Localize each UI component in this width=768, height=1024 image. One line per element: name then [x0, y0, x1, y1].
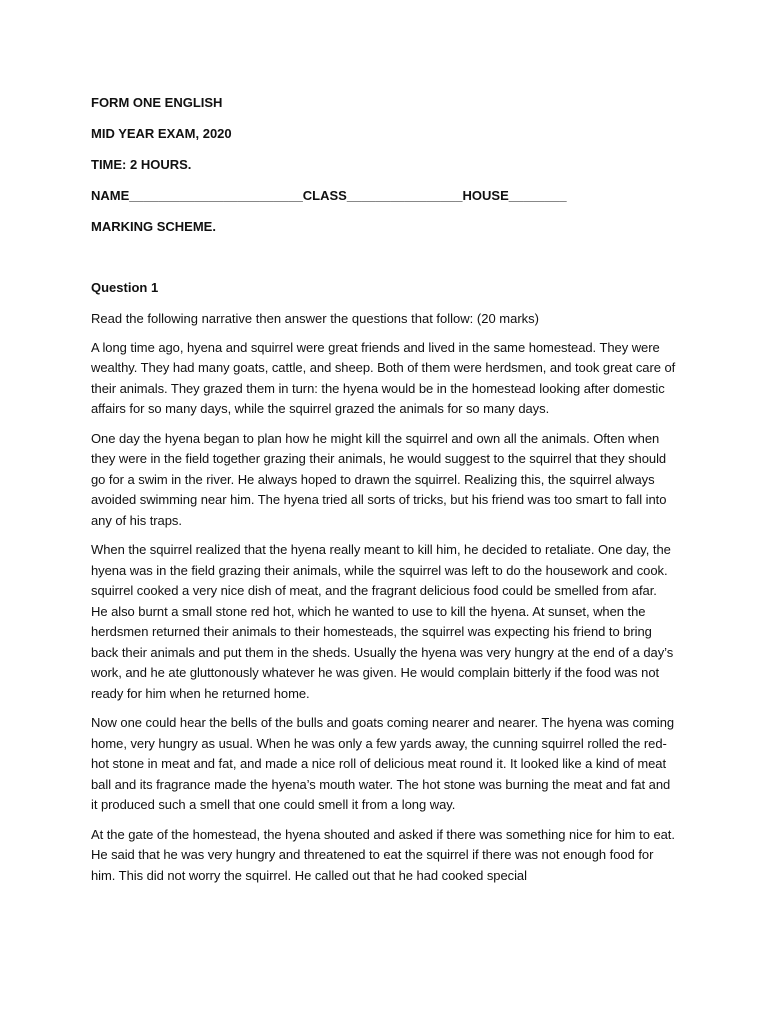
narrative-paragraph: At the gate of the homestead, the hyena shouted and asked if there was something nice for him to eat. He said that he was very hungry and threatened to eat the squirrel if there was not enough food for him. This did not worry the squirrel. He called out that he had cooked special [91, 826, 675, 883]
question-instruction: Read the following narrative then answer the questions that follow: (20 marks) [91, 311, 540, 326]
narrative-paragraph: Now one could hear the bells of the bulls and goats coming nearer and nearer. The hyena was coming home, very hungry as usual. When he was only a few yards away, the cunning squirrel rolled the red-hot stone in meat and fat, and made a nice roll of delicious meat round it. It looked like a kind of meat ball and its fragrance made the hyena’s mouth water. The hot stone was burning the meat and fat and it produced such a smell that one could smell it from a long way. [91, 715, 675, 812]
document-content [91, 94, 676, 895]
question-title: Question 1 [91, 280, 159, 295]
narrative-paragraph: A long time ago, hyena and squirrel were great friends and lived in the same homestead. They were wealthy. They had many goats, cattle, and sheep. Both of them were herdsmen, and took great care of their animals. They grazed them in turn: the hyena would be in the homestead looking after domestic affairs for so many days, while the squirrel grazed the animals for so many days. [91, 339, 676, 416]
narrative-paragraph: When the squirrel realized that the hyena really meant to kill him, he decided to retaliate. One day, the hyena was in the field grazing their animals, while the squirrel was left to do the housework and cook. squirrel cooked a very nice dish of meat, and the fragrant delicious food could be smelled from afar. He also burnt a small stone red hot, which he wanted to use to kill the hyena. At sunset, when the herdsmen returned their animals to their homesteads, the squirrel was expecting his friend to bring back their animals and put them in the sheds. Usually the hyena was very hungry at the end of a day’s work, and he ate gluttonously whatever he was given. He would complain bitterly if the food was not ready for him when he returned home. [91, 542, 674, 701]
marking-scheme-label: MARKING SCHEME. [91, 219, 216, 234]
exam-name: MID YEAR EXAM, 2020 [91, 126, 232, 141]
narrative-paragraph: One day the hyena began to plan how he might kill the squirrel and own all the animals. Often when they were in the field together grazing their animals, he would suggest to the squirrel that they should go for a swim in the river. He always hoped to drawn the squirrel. Realizing this, the squirrel always avoided swimming near him. The hyena tried all sorts of tricks, but his friend was too smart to fall into any of his traps. [91, 430, 667, 528]
exam-time: TIME: 2 HOURS. [91, 157, 192, 172]
exam-subject-title: FORM ONE ENGLISH [91, 95, 223, 110]
student-details-line: NAME________________________CLASS________________HOUSE________ [91, 188, 567, 203]
